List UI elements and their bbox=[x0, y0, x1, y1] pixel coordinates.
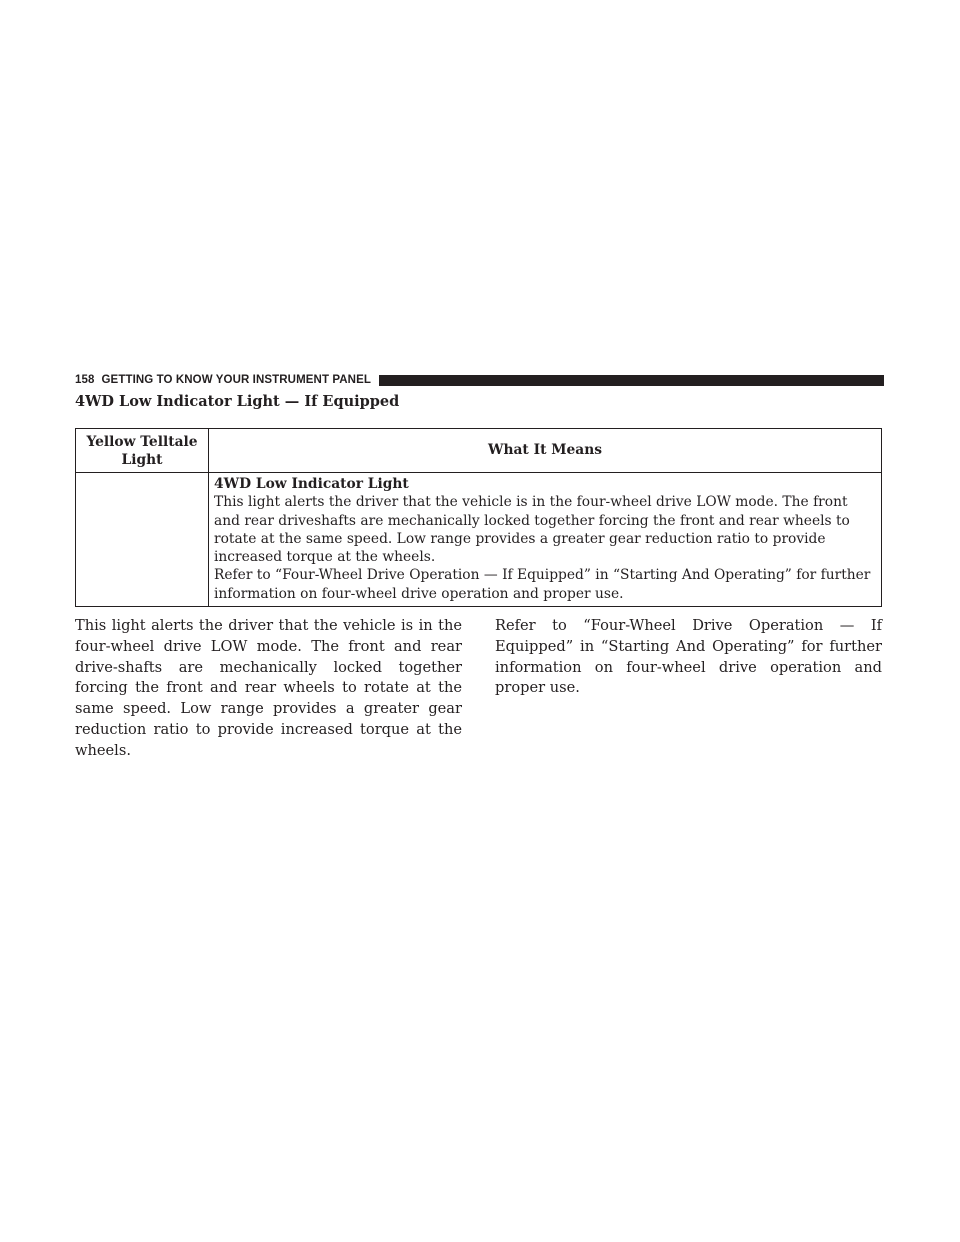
page-header bbox=[75, 372, 884, 388]
table-row bbox=[76, 473, 882, 607]
telltale-table bbox=[75, 428, 882, 607]
section-title: 4WD Low Indicator Light — If Equipped bbox=[75, 393, 400, 410]
column-header-meaning: What It Means bbox=[209, 429, 882, 473]
column-header-telltale-line1: Yellow Telltale bbox=[86, 433, 198, 450]
meaning-cell bbox=[209, 473, 882, 607]
telltale-icon-cell bbox=[76, 473, 209, 607]
body-left-column bbox=[75, 616, 462, 762]
running-header-title: GETTING TO KNOW YOUR INSTRUMENT PANEL bbox=[101, 374, 371, 386]
body-right-column bbox=[495, 616, 882, 699]
body-paragraph-left: This light alerts the driver that the vehicle is in the four-wheel drive LOW mode. The front and rear drive-shafts are mechanically locked together forcing the front and rear wheels to rotate at the same speed. Low range provides a greater gear reduction ratio to provide increased torque at the wheels. bbox=[75, 617, 462, 759]
row-reference: Refer to “Four-Wheel Drive Operation — If Equipped” in “Starting And Operating” for further information on four-wheel drive operation and proper use. bbox=[214, 567, 871, 602]
column-header-telltale-line2: Light bbox=[121, 451, 163, 468]
row-title: 4WD Low Indicator Light bbox=[214, 476, 409, 492]
page-number: 158 bbox=[75, 374, 95, 386]
column-header-telltale bbox=[76, 429, 209, 473]
table-header-row bbox=[76, 429, 882, 473]
header-rule bbox=[379, 375, 884, 386]
row-description: This light alerts the driver that the vehicle is in the four-wheel drive LOW mode. The front and rear driveshafts are mechanically locked together forcing the front and rear wheels to rotate at the same speed. Low range provides a greater gear reduction ratio to provide increased torque at the wheels. bbox=[214, 494, 850, 566]
body-paragraph-right: Refer to “Four-Wheel Drive Operation — If Equipped” in “Starting And Operating” for further information on four-wheel drive operation and proper use. bbox=[495, 617, 882, 697]
